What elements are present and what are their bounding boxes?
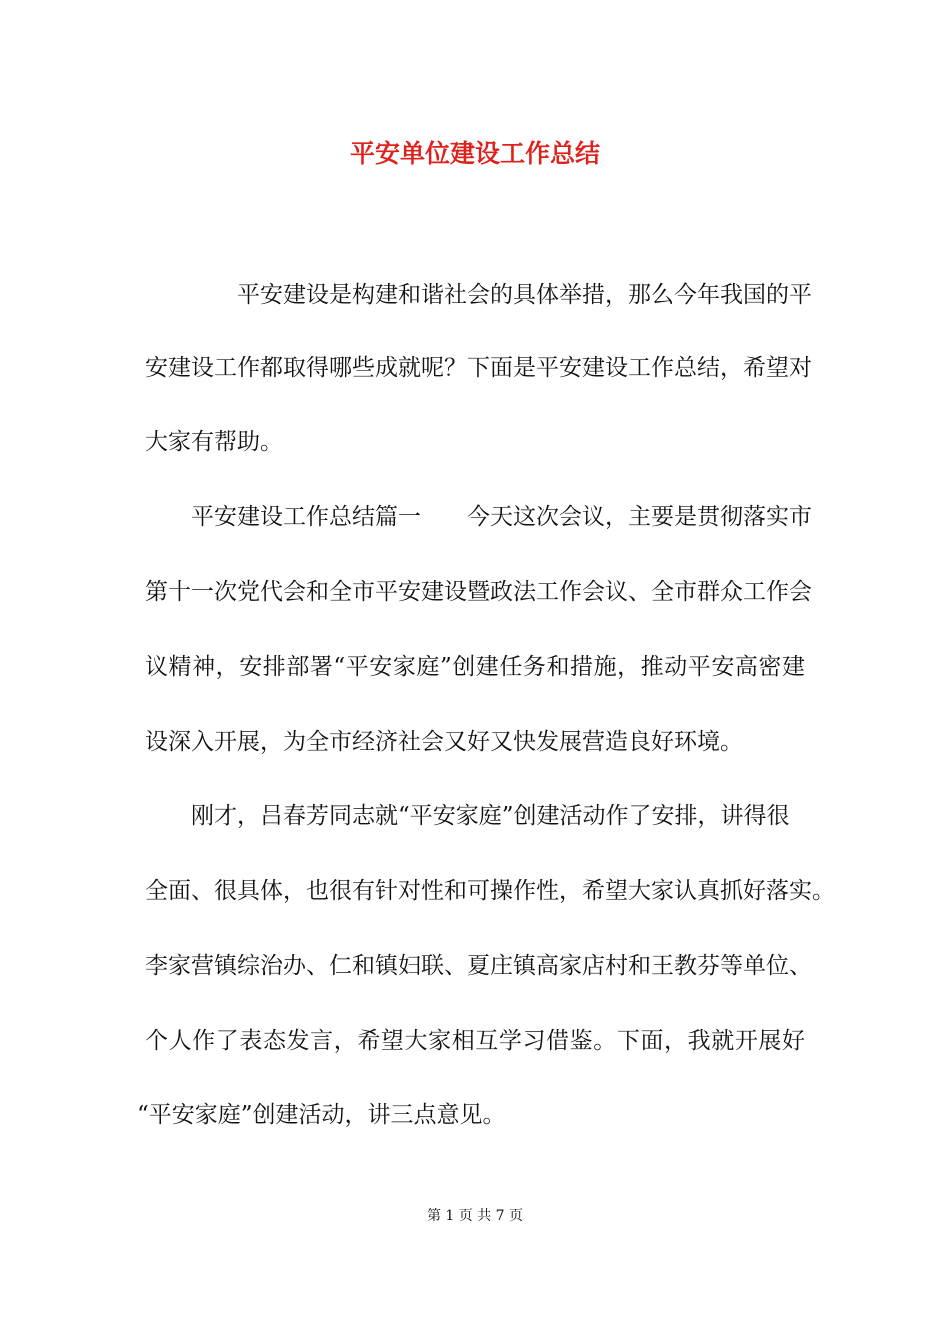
document-title: 平安单位建设工作总结	[349, 139, 600, 168]
body-line-8: 刚才，吕春芳同志就“平安家庭”创建活动作了安排，讲得很	[191, 803, 790, 829]
body-line-6: 议精神，安排部署“平安家庭”创建任务和措施，推动平安高密建	[145, 654, 805, 680]
body-line-3: 大家有帮助。	[145, 429, 283, 455]
body-line-4: 平安建设工作总结篇一 今天这次会议，主要是贯彻落实市	[191, 504, 812, 530]
page-number-footer: 第 1 页 共 7 页	[426, 1208, 524, 1224]
body-line-7: 设深入开展，为全市经济社会又好又快发展营造良好环境。	[145, 729, 743, 755]
body-line-11: 个人作了表态发言，希望大家相互学习借鉴。下面，我就开展好	[145, 1028, 805, 1054]
body-line-5: 第十一次党代会和全市平安建设暨政法工作会议、全市群众工作会	[145, 579, 812, 605]
body-line-2: 安建设工作都取得哪些成就呢？下面是平安建设工作总结，希望对	[145, 355, 812, 381]
body-line-10: 李家营镇综治办、仁和镇妇联、夏庄镇高家店村和王教芬等单位、	[145, 953, 812, 979]
body-line-9: 全面、很具体，也很有针对性和可操作性，希望大家认真抓好落实。	[145, 878, 835, 904]
body-line-1: 平安建设是构建和谐社会的具体举措，那么今年我国的平	[237, 282, 812, 308]
body-line-12: “平安家庭”创建活动，讲三点意见。	[137, 1102, 506, 1128]
